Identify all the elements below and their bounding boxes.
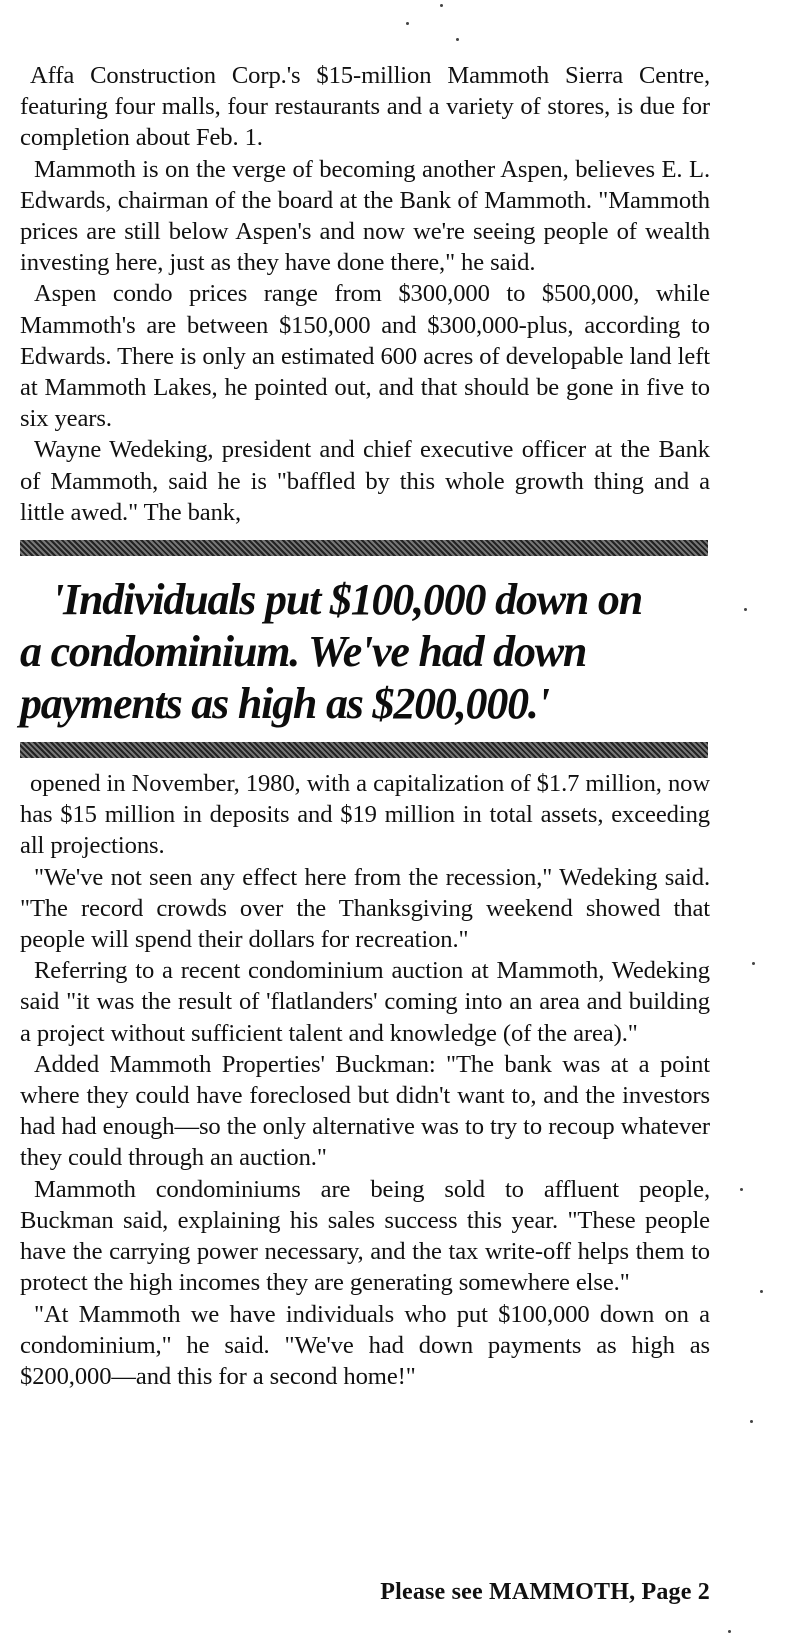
scan-speck [760, 1290, 763, 1293]
article-paragraph: Referring to a recent condominium auction at Mammoth, Wedeking said "it was the result of 'flatlanders' coming into an area and building a project without sufficient talent and knowledge (of the area)." [20, 957, 710, 1047]
scan-speck [750, 1420, 753, 1423]
article-paragraph: Aspen condo prices range from $300,000 to $500,000, while Mammoth's are between $150,000 and $300,000-plus, according to Edwards. There is only an estimated 600 acres of developable land left at Mammoth Lakes, he pointed out, and that should be gone in five to six years. [20, 280, 710, 433]
pull-quote-line: a condominium. We've had down [20, 627, 587, 677]
scan-speck [440, 4, 443, 7]
pull-quote-top-rule [20, 540, 708, 556]
article-paragraph: opened in November, 1980, with a capitalization of $1.7 million, now has $15 million in deposits and $19 million in total assets, exceeding all projections. [20, 770, 710, 860]
article-column [20, 60, 710, 1392]
article-paragraph: Mammoth is on the verge of becoming another Aspen, believes E. L. Edwards, chairman of the board at the Bank of Mammoth. "Mammoth prices are still below Aspen's and now we're seeing people of wealth investing here, just as they have done there," he said. [20, 155, 710, 277]
pull-quote-bottom-rule [20, 742, 708, 758]
scan-speck [752, 962, 755, 965]
scan-speck [744, 608, 747, 611]
scan-speck [740, 1188, 743, 1191]
pull-quote-line: payments as high as $200,000.' [20, 679, 549, 729]
article-paragraph: Wayne Wedeking, president and chief executive officer at the Bank of Mammoth, said he is "baffled by this whole growth thing and a little awed." The bank, [20, 436, 710, 526]
scan-speck [406, 22, 409, 25]
scan-speck [728, 1630, 731, 1633]
scan-speck [456, 38, 459, 41]
article-continuation [20, 768, 710, 1392]
article-paragraph: Added Mammoth Properties' Buckman: "The bank was at a point where they could have foreclosed but didn't want to, and the investors had had enough—so the only alternative was to try to recoup whatever they could through an auction." [20, 1050, 710, 1172]
pull-quote-line: 'Individuals put $100,000 down on [52, 575, 642, 625]
article-paragraph: Affa Construction Corp.'s $15-million Mammoth Sierra Centre, featuring four malls, four restaurants and a variety of stores, is due for completion about Feb. 1. [20, 62, 710, 152]
article-paragraph: "We've not seen any effect here from the recession," Wedeking said. "The record crowds over the Thanksgiving weekend showed that people will spend their dollars for recreation." [20, 863, 710, 954]
article-paragraph: "At Mammoth we have individuals who put $100,000 down on a condominium," he said. "We've had down payments as high as $200,000—and this for a second home!" [20, 1300, 710, 1390]
article-paragraph: Mammoth condominiums are being sold to affluent people, Buckman said, explaining his sales success this year. "These people have the carrying power necessary, and the tax write-off helps them to protect the high incomes they are generating somewhere else." [20, 1175, 710, 1297]
continuation-jump-line: Please see MAMMOTH, Page 2 [380, 1579, 710, 1605]
pull-quote [20, 574, 710, 730]
